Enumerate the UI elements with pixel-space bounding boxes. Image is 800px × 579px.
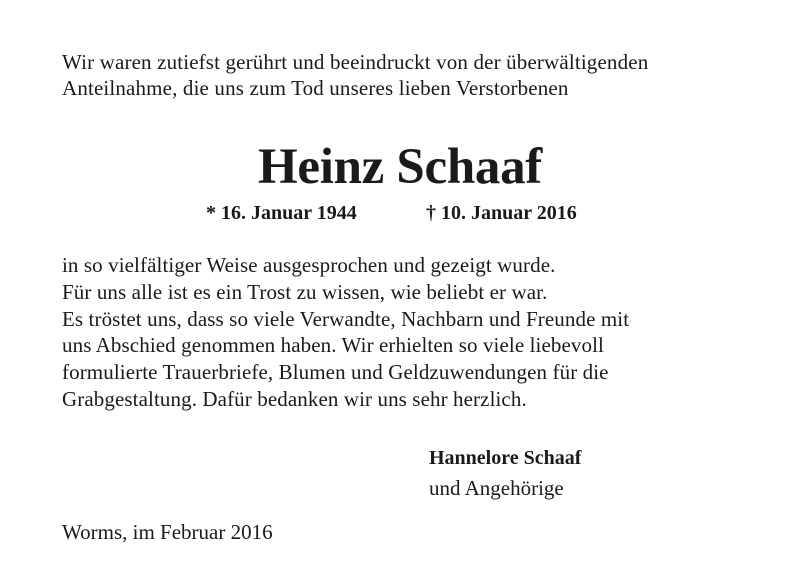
signer-relatives: und Angehörige (429, 476, 564, 500)
body-line: in so vielfältiger Weise ausgesprochen und gezeigt wurde. (62, 253, 556, 277)
intro-line: Anteilnahme, die uns zum Tod unseres lieben Verstorbenen (62, 76, 569, 100)
body-line: uns Abschied genommen haben. Wir erhielten so viele liebevoll (62, 333, 604, 358)
thanks-paragraph (62, 252, 762, 413)
intro-paragraph (62, 49, 762, 101)
death-date: † 10. Januar 2016 (426, 202, 577, 224)
body-line: Es tröstet uns, dass so viele Verwandte, Nachbarn und Freunde mit (62, 306, 630, 331)
deceased-name: Heinz Schaaf (258, 139, 542, 195)
birth-date: * 16. Januar 1944 (206, 202, 357, 224)
signer-name: Hannelore Schaaf (429, 447, 582, 469)
body-line: Grabgestaltung. Dafür bedanken wir uns sehr herzlich. (62, 386, 527, 411)
intro-line: Wir waren zutiefst gerührt und beeindruckt von der überwältigenden (62, 50, 649, 74)
place-and-date: Worms, im Februar 2016 (62, 520, 273, 544)
body-line: Für uns alle ist es ein Trost zu wissen, wie beliebt er war. (62, 279, 548, 304)
body-line: formulierte Trauerbriefe, Blumen und Geldzuwendungen für die (62, 360, 609, 385)
